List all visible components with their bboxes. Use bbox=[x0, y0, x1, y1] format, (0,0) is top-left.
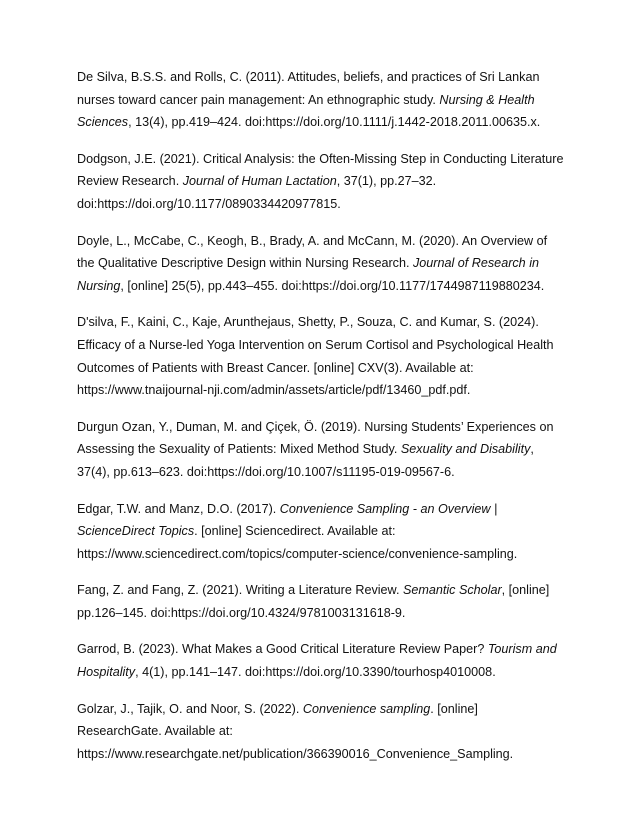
reference-text: pp.126–145. doi:https://doi.org/10.4324/9781003131618-9. bbox=[77, 605, 406, 620]
reference-text: , [online] bbox=[501, 583, 550, 598]
reference-line bbox=[77, 698, 569, 721]
reference-text: Golzar, J., Tajik, O. and Noor, S. (2022). bbox=[77, 701, 303, 716]
reference-italic-text: Journal of Research in bbox=[412, 256, 539, 271]
reference-line bbox=[77, 379, 569, 402]
reference-text: De Silva, B.S.S. and Rolls, C. (2011). Attitudes, beliefs, and practices of Sri Lankan bbox=[77, 70, 540, 84]
reference-text: Outcomes of Patients with Breast Cancer. [online] CXV(3). Available at: bbox=[77, 360, 474, 375]
reference-entry bbox=[77, 698, 569, 766]
reference-text: Fang, Z. and Fang, Z. (2021). Writing a Literature Review. bbox=[77, 583, 403, 598]
reference-line bbox=[77, 111, 569, 134]
reference-list bbox=[77, 66, 569, 779]
reference-line bbox=[77, 170, 569, 193]
reference-line bbox=[77, 461, 569, 484]
reference-line bbox=[77, 638, 569, 661]
reference-line bbox=[77, 252, 569, 275]
reference-italic-text: Nursing & Health bbox=[439, 92, 535, 107]
reference-line bbox=[77, 661, 569, 684]
reference-line bbox=[77, 89, 569, 112]
reference-text: , 4(1), pp.141–147. doi:https://doi.org/10.3390/tourhosp4010008. bbox=[135, 665, 496, 680]
reference-text: 37(4), pp.613–623. doi:https://doi.org/10.1007/s11195-019-09567-6. bbox=[77, 464, 455, 479]
reference-line bbox=[77, 416, 569, 439]
reference-entry bbox=[77, 498, 569, 566]
reference-line bbox=[77, 720, 569, 743]
reference-line bbox=[77, 334, 569, 357]
reference-line bbox=[77, 602, 569, 625]
reference-text: nurses toward cancer pain management: An ethnographic study. bbox=[77, 92, 440, 107]
reference-italic-text: Sexuality and Disability bbox=[400, 442, 531, 457]
reference-entry bbox=[77, 638, 569, 683]
reference-text: https://www.researchgate.net/publication/366390016_Convenience_Sampling. bbox=[77, 746, 514, 761]
reference-text: Review Research. bbox=[77, 174, 183, 189]
reference-line bbox=[77, 193, 569, 216]
reference-text: Efficacy of a Nurse-led Yoga Intervention on Serum Cortisol and Psychological Health bbox=[77, 337, 554, 352]
reference-text: Doyle, L., McCabe, C., Keogh, B., Brady, A. and McCann, M. (2020). An Overview of bbox=[77, 233, 548, 248]
reference-line bbox=[77, 66, 569, 89]
reference-text: https://www.sciencedirect.com/topics/computer-science/convenience-sampling. bbox=[77, 546, 518, 561]
reference-line bbox=[77, 148, 569, 171]
reference-line bbox=[77, 230, 569, 253]
reference-line bbox=[77, 498, 569, 521]
reference-line bbox=[77, 743, 569, 766]
reference-italic-text: Hospitality bbox=[77, 665, 136, 680]
reference-text: . [online] bbox=[430, 701, 478, 716]
reference-entry bbox=[77, 230, 569, 298]
reference-text: Dodgson, J.E. (2021). Critical Analysis: the Often-Missing Step in Conducting Literature bbox=[77, 151, 564, 166]
reference-italic-text: Nursing bbox=[77, 278, 121, 293]
reference-italic-text: Tourism and bbox=[487, 642, 557, 657]
reference-line bbox=[77, 357, 569, 380]
reference-italic-text: Semantic Scholar bbox=[402, 583, 502, 598]
reference-entry bbox=[77, 311, 569, 401]
reference-text: https://www.tnaijournal-nji.com/admin/assets/article/pdf/13460_pdf.pdf. bbox=[77, 383, 471, 398]
reference-text: the Qualitative Descriptive Design within Nursing Research. bbox=[77, 256, 413, 271]
reference-italic-text: Journal of Human Lactation bbox=[182, 174, 337, 189]
reference-text: doi:https://doi.org/10.1177/0890334420977815. bbox=[77, 196, 341, 211]
reference-text: D'silva, F., Kaini, C., Kaje, Arunthejaus, Shetty, P., Souza, C. and Kumar, S. (2024). bbox=[77, 315, 539, 330]
reference-text: . [online] Sciencedirect. Available at: bbox=[194, 524, 396, 539]
reference-entry bbox=[77, 66, 569, 134]
reference-italic-text: Sciences bbox=[77, 115, 129, 130]
reference-text: , 37(1), pp.27–32. bbox=[336, 174, 437, 189]
reference-line bbox=[77, 438, 569, 461]
reference-text: Garrod, B. (2023). What Makes a Good Critical Literature Review Paper? bbox=[77, 642, 488, 657]
reference-entry bbox=[77, 416, 569, 484]
reference-entry bbox=[77, 148, 569, 216]
reference-text: ResearchGate. Available at: bbox=[77, 724, 233, 739]
reference-entry bbox=[77, 579, 569, 624]
reference-line bbox=[77, 543, 569, 566]
reference-text: , 13(4), pp.419–424. doi:https://doi.org/10.1111/j.1442-2018.2011.00635.x. bbox=[128, 115, 541, 130]
reference-text: Durgun Ozan, Y., Duman, M. and Çiçek, Ö. (2019). Nursing Students’ Experiences on bbox=[77, 419, 554, 434]
reference-text: Assessing the Sexuality of Patients: Mixed Method Study. bbox=[77, 442, 401, 457]
reference-line bbox=[77, 275, 569, 298]
reference-italic-text: ScienceDirect Topics bbox=[77, 524, 195, 539]
reference-line bbox=[77, 311, 569, 334]
reference-italic-text: Convenience Sampling - an Overview | bbox=[279, 501, 498, 516]
reference-italic-text: Convenience sampling bbox=[302, 701, 431, 716]
reference-text: Edgar, T.W. and Manz, D.O. (2017). bbox=[77, 501, 280, 516]
reference-line bbox=[77, 520, 569, 543]
reference-text: , bbox=[530, 442, 534, 457]
reference-line bbox=[77, 579, 569, 602]
reference-text: , [online] 25(5), pp.443–455. doi:https://doi.org/10.1177/1744987119880234. bbox=[120, 278, 545, 293]
